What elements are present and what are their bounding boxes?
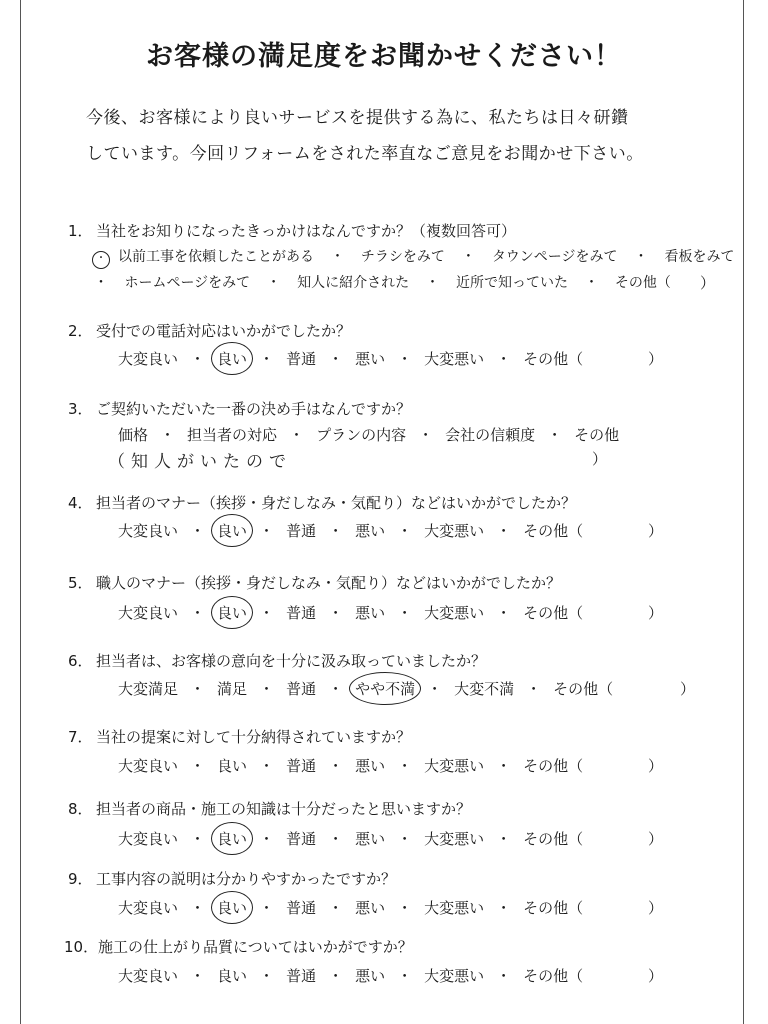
separator-dot: ・ xyxy=(289,426,305,444)
answer-option[interactable]: その他（ xyxy=(523,757,584,775)
separator-dot: ・ xyxy=(190,967,206,985)
separator-dot: ・ xyxy=(427,680,443,698)
answer-option[interactable]: 大変満足 xyxy=(118,680,179,698)
separator-dot: ・ xyxy=(328,604,344,622)
question-number: 6． xyxy=(68,652,93,670)
question-number: 3． xyxy=(68,400,93,418)
q1-option[interactable]: 以前工事を依頼したことがある xyxy=(118,249,314,265)
question-text: 工事内容の説明は分かりやすかったですか？ xyxy=(96,870,397,888)
selected-option[interactable]: 良い xyxy=(217,350,248,368)
question-3 xyxy=(68,398,411,419)
answer-option[interactable]: 悪い xyxy=(355,522,386,540)
intro-line-2: しています。今回リフォームをされた率直なご意見をお聞かせ下さい。 xyxy=(86,144,644,164)
q3-options xyxy=(118,424,619,445)
answer-option[interactable]: 悪い xyxy=(355,604,386,622)
separator-dot: ・ xyxy=(496,967,512,985)
answer-option[interactable]: 大変悪い xyxy=(424,757,485,775)
separator-dot: ・ xyxy=(259,350,275,368)
q1-option[interactable]: 近所で知っていた xyxy=(456,275,568,291)
question-number: 4． xyxy=(68,494,93,512)
q3-close-paren: ） xyxy=(592,450,608,468)
q6-close-paren: ） xyxy=(680,680,696,698)
selected-option[interactable]: 良い xyxy=(217,899,248,917)
question-text: 施工の仕上がり品質についてはいかがですか？ xyxy=(98,938,413,956)
q4-options xyxy=(118,520,583,541)
question-number: 7． xyxy=(68,728,93,746)
question-9 xyxy=(68,868,396,889)
answer-option[interactable]: その他（ xyxy=(523,830,584,848)
separator-dot: ・ xyxy=(496,899,512,917)
q10-close-paren: ） xyxy=(648,967,664,985)
answer-option[interactable]: 悪い xyxy=(355,967,386,985)
question-text: 担当者のマナー（挨拶・身だしなみ・気配り）などはいかがでしたか？ xyxy=(96,494,577,512)
answer-option[interactable]: 大変良い xyxy=(118,967,179,985)
separator-dot: ・ xyxy=(328,757,344,775)
q8-options xyxy=(118,828,583,849)
answer-option[interactable]: 大変良い xyxy=(118,604,179,622)
selected-option[interactable]: やや不満 xyxy=(355,680,416,698)
q8-close-paren: ） xyxy=(648,830,664,848)
question-number: 1． xyxy=(68,222,93,240)
q9-options xyxy=(118,897,583,918)
separator-dot: ・ xyxy=(259,899,275,917)
answer-option[interactable]: 悪い xyxy=(355,350,386,368)
q1-option[interactable]: ホームページをみて xyxy=(124,275,251,291)
question-number: 10． xyxy=(64,938,99,956)
separator-dot: ・ xyxy=(259,604,275,622)
separator-dot: ・ xyxy=(526,680,542,698)
answer-option[interactable]: その他（ xyxy=(523,899,584,917)
answer-option[interactable]: 大変悪い xyxy=(424,350,485,368)
separator-dot: ・ xyxy=(418,426,434,444)
answer-option[interactable]: 大変良い xyxy=(118,899,179,917)
separator-dot: ・ xyxy=(496,830,512,848)
answer-option[interactable]: 大変良い xyxy=(118,830,179,848)
separator-dot: ・ xyxy=(496,350,512,368)
separator-dot: ・ xyxy=(190,680,206,698)
answer-option[interactable]: 価格 xyxy=(118,426,149,444)
separator-dot: ・ xyxy=(190,830,206,848)
answer-option[interactable]: プランの内容 xyxy=(316,426,407,444)
separator-dot: ・ xyxy=(266,275,281,291)
answer-option[interactable]: 悪い xyxy=(355,757,386,775)
q7-options xyxy=(118,755,583,776)
q5-options xyxy=(118,602,583,623)
answer-option[interactable]: その他（ xyxy=(523,967,584,985)
selected-option[interactable]: 良い xyxy=(217,604,248,622)
separator-dot: ・ xyxy=(190,350,206,368)
separator-dot: ・ xyxy=(259,967,275,985)
separator-dot: ・ xyxy=(328,830,344,848)
q1-option[interactable]: タウンページをみて xyxy=(491,249,618,265)
question-number: 5． xyxy=(68,574,93,592)
answer-option[interactable]: 良い xyxy=(217,757,248,775)
answer-option[interactable]: 良い xyxy=(217,967,248,985)
answer-option[interactable]: その他 xyxy=(574,426,620,444)
separator-dot: ・ xyxy=(328,350,344,368)
answer-option[interactable]: 大変悪い xyxy=(424,522,485,540)
separator-dot: ・ xyxy=(397,522,413,540)
separator-dot: ・ xyxy=(328,522,344,540)
question-5 xyxy=(68,572,561,593)
separator-dot: ・ xyxy=(328,899,344,917)
question-10 xyxy=(64,936,413,957)
answer-option[interactable]: 大変良い xyxy=(118,757,179,775)
separator-dot: ・ xyxy=(259,522,275,540)
separator-dot: ・ xyxy=(397,350,413,368)
answer-option[interactable]: 大変不満 xyxy=(454,680,515,698)
question-number: 9． xyxy=(68,870,93,888)
question-text: 当社の提案に対して十分納得されていますか？ xyxy=(96,728,412,746)
intro-line-1: 今後、お客様により良いサービスを提供する為に、私たちは日々研鑽 xyxy=(86,108,629,128)
q5-close-paren: ） xyxy=(648,604,664,622)
separator-dot: ・ xyxy=(584,275,599,291)
q1-option[interactable]: 看板をみて xyxy=(664,249,735,265)
answer-option[interactable]: 悪い xyxy=(355,899,386,917)
separator-dot: ・ xyxy=(328,967,344,985)
question-4 xyxy=(68,492,576,513)
answer-option[interactable]: 大変悪い xyxy=(424,830,485,848)
question-text: 担当者は、お客様の意向を十分に汲み取っていましたか？ xyxy=(96,652,487,670)
separator-dot: ・ xyxy=(330,249,345,265)
answer-option[interactable]: 普通 xyxy=(286,350,317,368)
answer-option[interactable]: 悪い xyxy=(355,830,386,848)
answer-option[interactable]: 大変良い xyxy=(118,522,179,540)
question-text: 担当者の商品・施工の知識は十分だったと思いますか？ xyxy=(96,800,472,818)
separator-dot: ・ xyxy=(461,249,476,265)
separator-dot: ・ xyxy=(634,249,648,265)
answer-option[interactable]: 満足 xyxy=(217,680,248,698)
separator-dot: ・ xyxy=(397,830,413,848)
separator-dot: ・ xyxy=(259,830,275,848)
q1-options-row1 xyxy=(92,246,734,269)
intro-text xyxy=(86,100,726,172)
question-1 xyxy=(68,220,516,241)
answer-option[interactable]: 普通 xyxy=(286,680,317,698)
separator-dot: ・ xyxy=(190,899,206,917)
separator-dot: ・ xyxy=(496,522,512,540)
answer-option[interactable]: 普通 xyxy=(286,967,317,985)
answer-option[interactable]: 普通 xyxy=(286,757,317,775)
answer-option[interactable]: 会社の信頼度 xyxy=(445,426,536,444)
question-text: 当社をお知りになったきっかけはなんですか？（複数回答可） xyxy=(96,222,517,240)
q2-close-paren: ） xyxy=(648,350,664,368)
question-8 xyxy=(68,798,471,819)
separator-dot: ・ xyxy=(496,604,512,622)
answer-option[interactable]: 大変悪い xyxy=(424,967,485,985)
separator-dot: ・ xyxy=(397,899,413,917)
separator-dot: ・ xyxy=(425,275,440,291)
answer-option[interactable]: 普通 xyxy=(286,899,317,917)
question-text: ご契約いただいた一番の決め手はなんですか？ xyxy=(96,400,412,418)
answer-option[interactable]: 大変悪い xyxy=(424,604,485,622)
answer-option[interactable]: 普通 xyxy=(286,604,317,622)
q6-options xyxy=(118,678,613,699)
separator-dot: ・ xyxy=(190,757,206,775)
separator-dot: ・ xyxy=(496,757,512,775)
question-text: 職人のマナー（挨拶・身だしなみ・気配り）などはいかがでしたか？ xyxy=(96,574,562,592)
handwritten-answer: （知人がいたので xyxy=(108,452,292,472)
checked-mark-icon: ・ xyxy=(92,251,110,269)
separator-dot: ・ xyxy=(397,757,413,775)
answer-option[interactable]: 普通 xyxy=(286,830,317,848)
q10-options xyxy=(118,965,583,986)
answer-option[interactable]: 大変良い xyxy=(118,350,179,368)
answer-option[interactable]: 大変悪い xyxy=(424,899,485,917)
q1-close-paren: ） xyxy=(700,274,716,292)
separator-dot: ・ xyxy=(547,426,563,444)
separator-dot: ・ xyxy=(397,967,413,985)
question-7 xyxy=(68,726,411,747)
separator-dot: ・ xyxy=(259,680,275,698)
answer-option[interactable]: 普通 xyxy=(286,522,317,540)
separator-dot: ・ xyxy=(160,426,176,444)
q1-option[interactable]: チラシをみて xyxy=(360,249,445,265)
separator-dot: ・ xyxy=(328,680,344,698)
separator-dot: ・ xyxy=(94,275,108,291)
selected-option[interactable]: 良い xyxy=(217,522,248,540)
answer-option[interactable]: その他（ xyxy=(523,350,584,368)
answer-option[interactable]: その他（ xyxy=(523,604,584,622)
answer-option[interactable]: 担当者の対応 xyxy=(187,426,278,444)
separator-dot: ・ xyxy=(190,522,206,540)
question-2 xyxy=(68,320,351,341)
q9-close-paren: ） xyxy=(648,899,664,917)
q2-options xyxy=(118,348,583,369)
q1-option[interactable]: 知人に紹介された xyxy=(297,275,410,291)
separator-dot: ・ xyxy=(190,604,206,622)
q1-option[interactable]: その他（ xyxy=(614,275,671,291)
question-6 xyxy=(68,650,486,671)
selected-option[interactable]: 良い xyxy=(217,830,248,848)
q4-close-paren: ） xyxy=(648,522,664,540)
question-number: 8． xyxy=(68,800,93,818)
answer-option[interactable]: その他（ xyxy=(553,680,614,698)
q1-options-row2 xyxy=(92,272,671,292)
question-number: 2． xyxy=(68,322,93,340)
page-title: お客様の満足度をお聞かせください！ xyxy=(146,41,622,72)
question-text: 受付での電話対応はいかがでしたか？ xyxy=(96,322,352,340)
q7-close-paren: ） xyxy=(648,757,664,775)
separator-dot: ・ xyxy=(259,757,275,775)
answer-option[interactable]: その他（ xyxy=(523,522,584,540)
separator-dot: ・ xyxy=(397,604,413,622)
